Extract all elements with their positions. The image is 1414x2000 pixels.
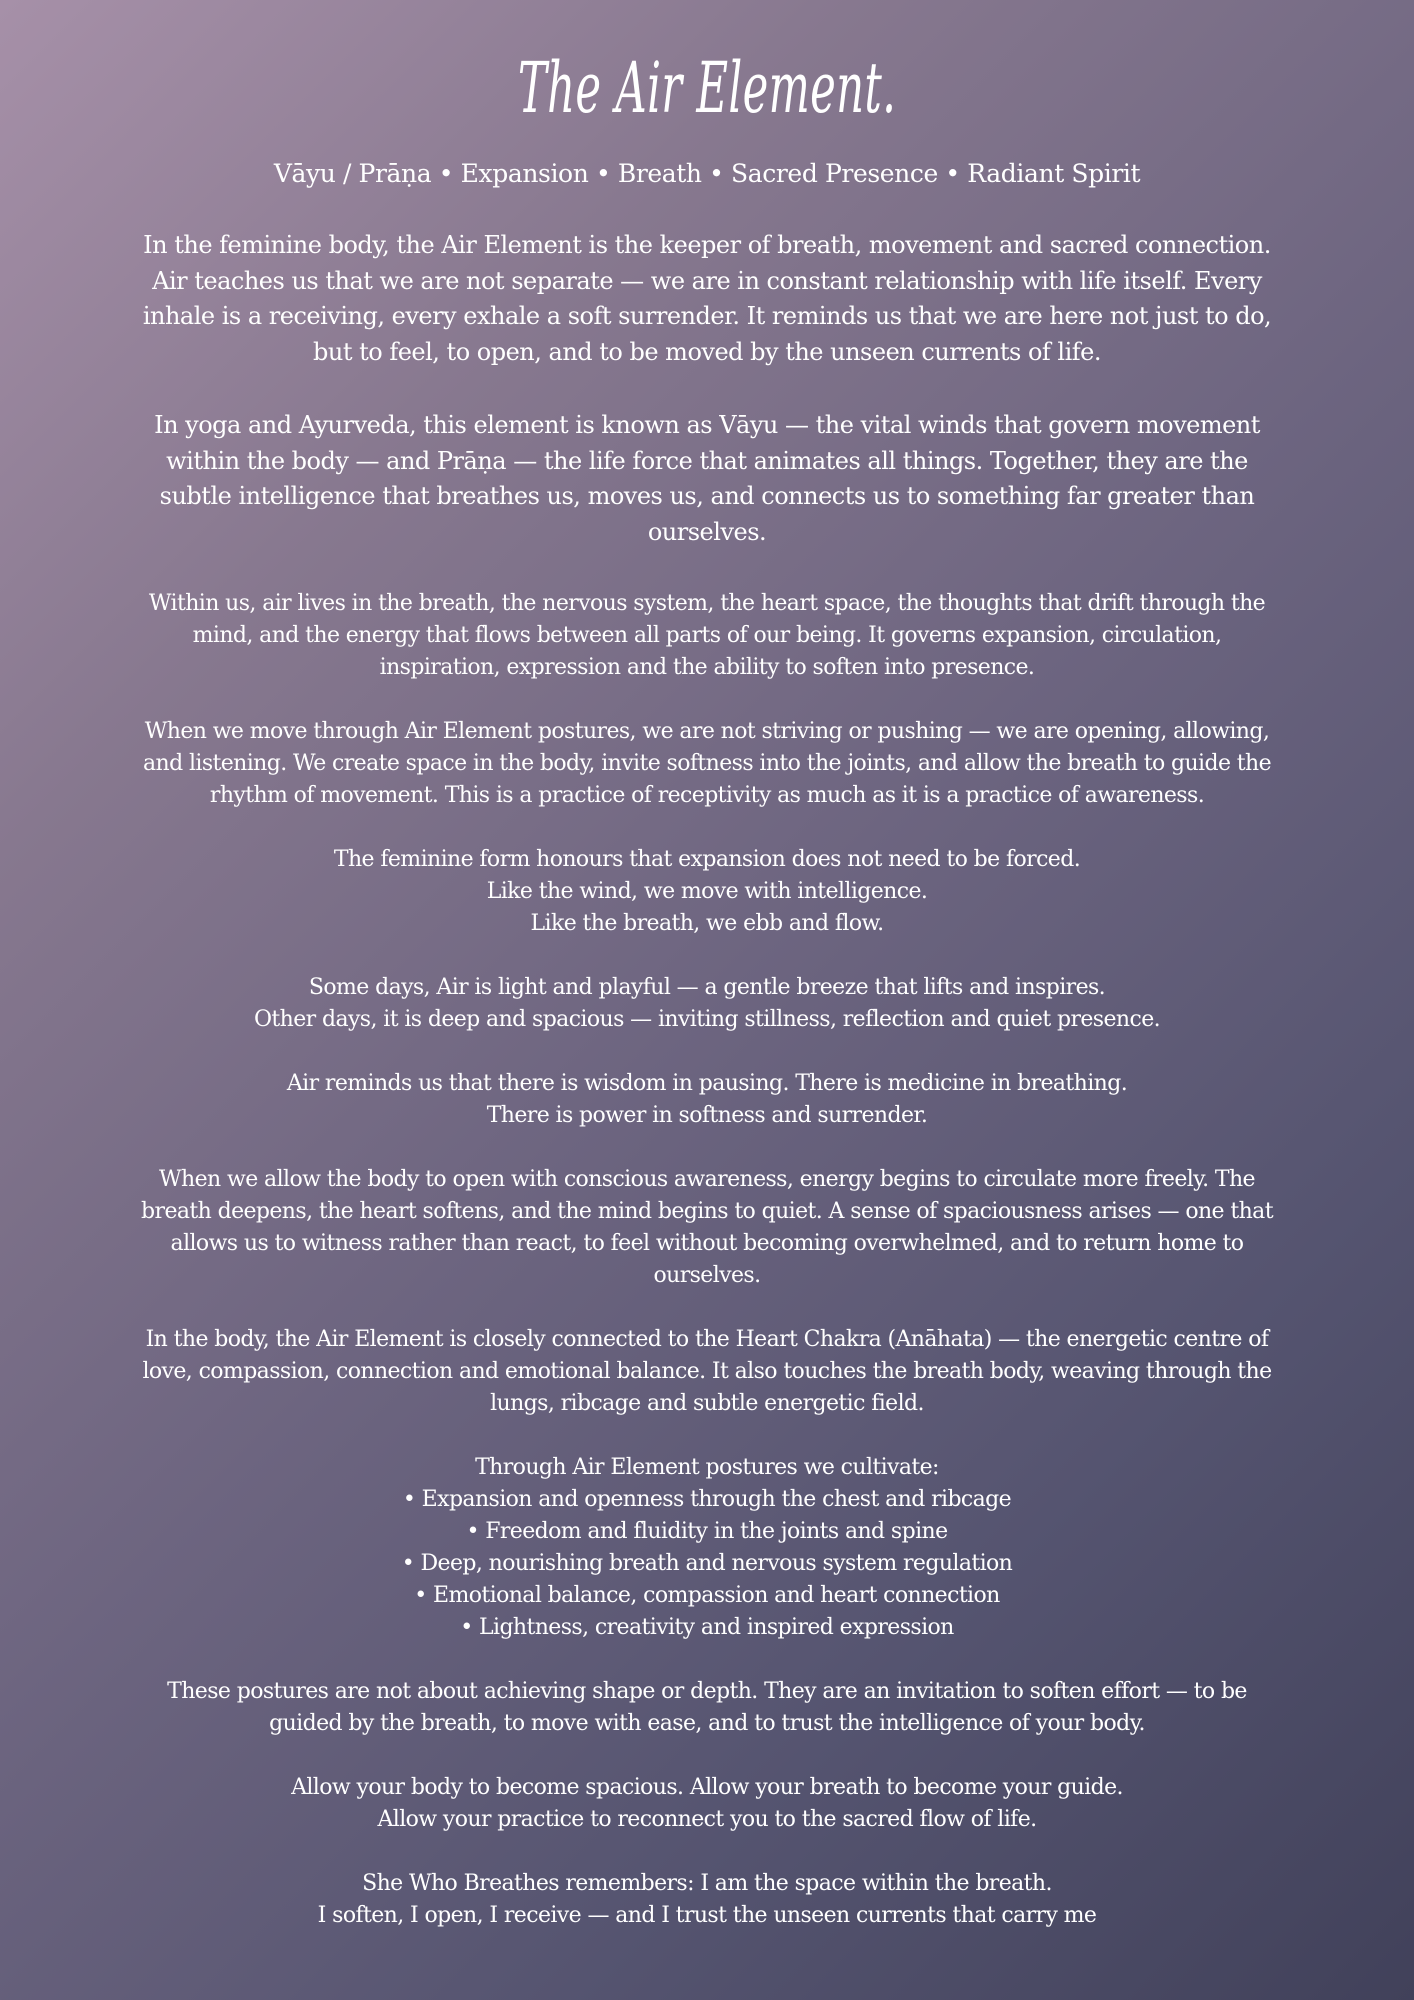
feminine-line-3: Like the breath, we ebb and flow. <box>530 911 884 936</box>
cultivate-heading: Through Air Element postures we cultivate: <box>475 1455 939 1480</box>
closing-line-2: I soften, I open, I receive — and I trust the unseen currents that carry me <box>317 1903 1097 1928</box>
feminine-line-1: The feminine form honours that expansion does not need to be forced. <box>333 847 1081 872</box>
spacious-line-1: Allow your body to become spacious. Allow your breath to become your guide. <box>291 1775 1123 1800</box>
allow-paragraph: When we allow the body to open with conscious awareness, energy begins to circulate more freely. The breath deepens, the heart softens, and the mind begins to quiet. A sense of spaciousness arises — one that allows us to witness rather than react, to feel without becoming overwhelmed, and to return home to ourselves. <box>141 1167 1273 1288</box>
feminine-line-2: Like the wind, we move with intelligence. <box>486 879 928 904</box>
wisdom-paragraph <box>138 1068 1276 1132</box>
wisdom-line-1: Air reminds us that there is wisdom in pausing. There is medicine in breathing. <box>286 1071 1128 1096</box>
list-item: • Deep, nourishing breath and nervous system regulation <box>401 1551 1013 1576</box>
list-item: • Freedom and fluidity in the joints and spine <box>466 1519 948 1544</box>
closing-line-1: She Who Breathes remembers: I am the space within the breath. <box>362 1871 1052 1896</box>
days-paragraph <box>138 972 1276 1036</box>
postures-paragraph: When we move through Air Element postures, we are not striving or pushing — we are opening, allowing, and listening. We create space in the body, invite softness into the joints, and allow the breath to guide the rhythm of movement. This is a practice of receptivity as much as it is a practice of awareness. <box>142 719 1271 808</box>
list-item: • Expansion and openness through the chest and ribcage <box>402 1487 1012 1512</box>
list-item: • Lightness, creativity and inspired expression <box>460 1615 954 1640</box>
intro-line-1: In the feminine body, the Air Element is the keeper of breath, movement and sacred connection. <box>143 231 1271 259</box>
intro-paragraph <box>138 228 1276 370</box>
cultivate-list <box>138 1452 1276 1644</box>
list-item: • Emotional balance, compassion and heart connection <box>414 1583 1000 1608</box>
intro-line-2: Air teaches us that we are not separate — we are in constant relationship with life itself. Every inhale is a receiving, every exhale a soft surrender. It reminds us that we are here not just to do, but to feel, to open, and to be moved by the unseen currents of life. <box>142 266 1272 366</box>
days-line-1: Some days, Air is light and playful — a gentle breeze that lifts and inspires. <box>308 975 1106 1000</box>
chakra-paragraph: In the body, the Air Element is closely connected to the Heart Chakra (Anāhata) — the energetic centre of love, compassion, connection and emotional balance. It also touches the breath body, weaving through the lungs, ribcage and subtle energetic field. <box>142 1327 1272 1416</box>
days-line-2: Other days, it is deep and spacious — inviting stillness, reflection and quiet presence. <box>253 1007 1161 1032</box>
closing-paragraph <box>138 1868 1276 1932</box>
within-paragraph: Within us, air lives in the breath, the nervous system, the heart space, the thoughts that drift through the mind, and the energy that flows between all parts of our being. It governs expansion, circulation, inspiration, expression and the ability to soften into presence. <box>148 591 1266 680</box>
invitation-paragraph: These postures are not about achieving shape or depth. They are an invitation to soften effort — to be guided by the breath, to move with ease, and to trust the intelligence of your body. <box>167 1679 1247 1736</box>
spacious-paragraph <box>138 1772 1276 1836</box>
yoga-paragraph: In yoga and Ayurveda, this element is known as Vāyu — the vital winds that govern movement within the body — and Prāṇa — the life force that animates all things. Together, they are the subtle intelligence that breathes us, moves us, and connects us to something far greater than ourselves. <box>154 411 1260 546</box>
spacious-line-2: Allow your practice to reconnect you to the sacred flow of life. <box>377 1807 1037 1832</box>
page-title: The Air Element. <box>517 47 897 129</box>
wisdom-line-2: There is power in softness and surrender. <box>486 1103 928 1128</box>
subtitle: Vāyu / Prāṇa • Expansion • Breath • Sacred Presence • Radiant Spirit <box>273 159 1141 188</box>
feminine-paragraph <box>138 844 1276 940</box>
